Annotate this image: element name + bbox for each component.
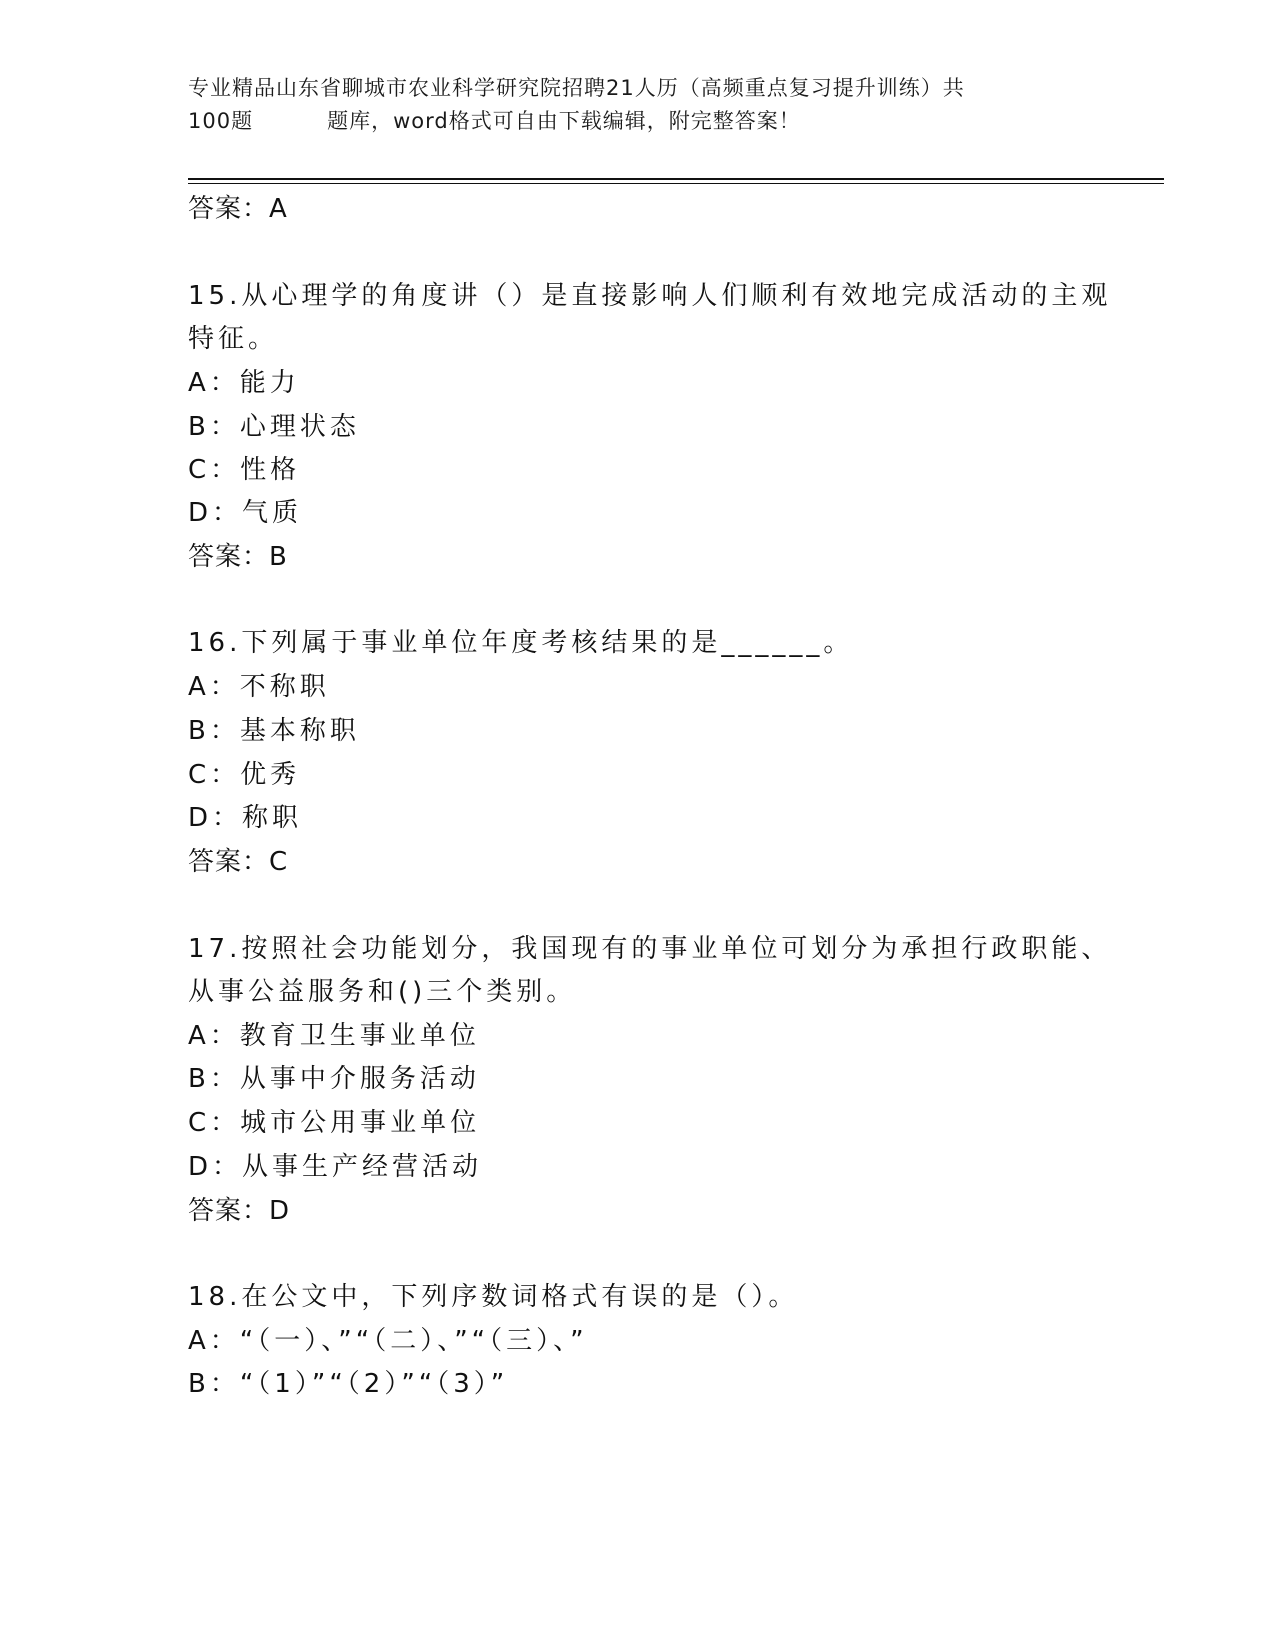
question-17-option-a: A：教育卫生事业单位 (188, 1021, 480, 1051)
question-15-option-c: C：性格 (188, 455, 301, 485)
header-rule-thin (188, 183, 1164, 184)
question-16-line-1: 16.下列属于事业单位年度考核结果的是______。 (188, 628, 854, 658)
header-question-count: 100题 (188, 109, 254, 133)
header-rule-thick (188, 178, 1164, 180)
question-15-option-b: B：心理状态 (188, 412, 360, 442)
question-17-option-c: C：城市公用事业单位 (188, 1108, 481, 1138)
question-17-answer: 答案：D (188, 1196, 291, 1226)
question-17-line-2: 从事公益服务和()三个类别。 (188, 977, 577, 1007)
question-15-line-2: 特征。 (188, 324, 279, 354)
page-header (188, 72, 1088, 138)
question-16-option-c: C：优秀 (188, 760, 301, 790)
question-15-answer: 答案：B (188, 542, 288, 572)
question-16-answer: 答案：C (188, 847, 289, 877)
header-title-line-2 (188, 105, 1088, 138)
question-16-option-a: A：不称职 (188, 672, 330, 702)
question-17-line-1: 17.按照社会功能划分，我国现有的事业单位可划分为承担行政职能、 (188, 934, 1112, 964)
header-description: 题库，word格式可自由下载编辑，附完整答案！ (327, 109, 801, 133)
question-17-option-d: D：从事生产经营活动 (188, 1152, 483, 1182)
question-16-option-b: B：基本称职 (188, 716, 360, 746)
question-17-option-b: B：从事中介服务活动 (188, 1064, 480, 1094)
question-18-option-b: B：“（1）”“（2）”“（3）” (188, 1369, 509, 1399)
question-15-option-d: D：气质 (188, 498, 303, 528)
question-15-option-a: A：能力 (188, 368, 300, 398)
question-18-line-1: 18.在公文中，下列序数词格式有误的是（）。 (188, 1282, 799, 1312)
question-16-option-d: D：称职 (188, 803, 303, 833)
header-title-line-1: 专业精品山东省聊城市农业科学研究院招聘21人历（高频重点复习提升训练）共 (188, 76, 965, 100)
question-15-line-1: 15.从心理学的角度讲（）是直接影响人们顺利有效地完成活动的主观 (188, 281, 1112, 311)
question-18-option-a: A：“（一）、”“（二）、”“（三）、” (188, 1326, 588, 1356)
answer-line: 答案：A (188, 194, 288, 224)
